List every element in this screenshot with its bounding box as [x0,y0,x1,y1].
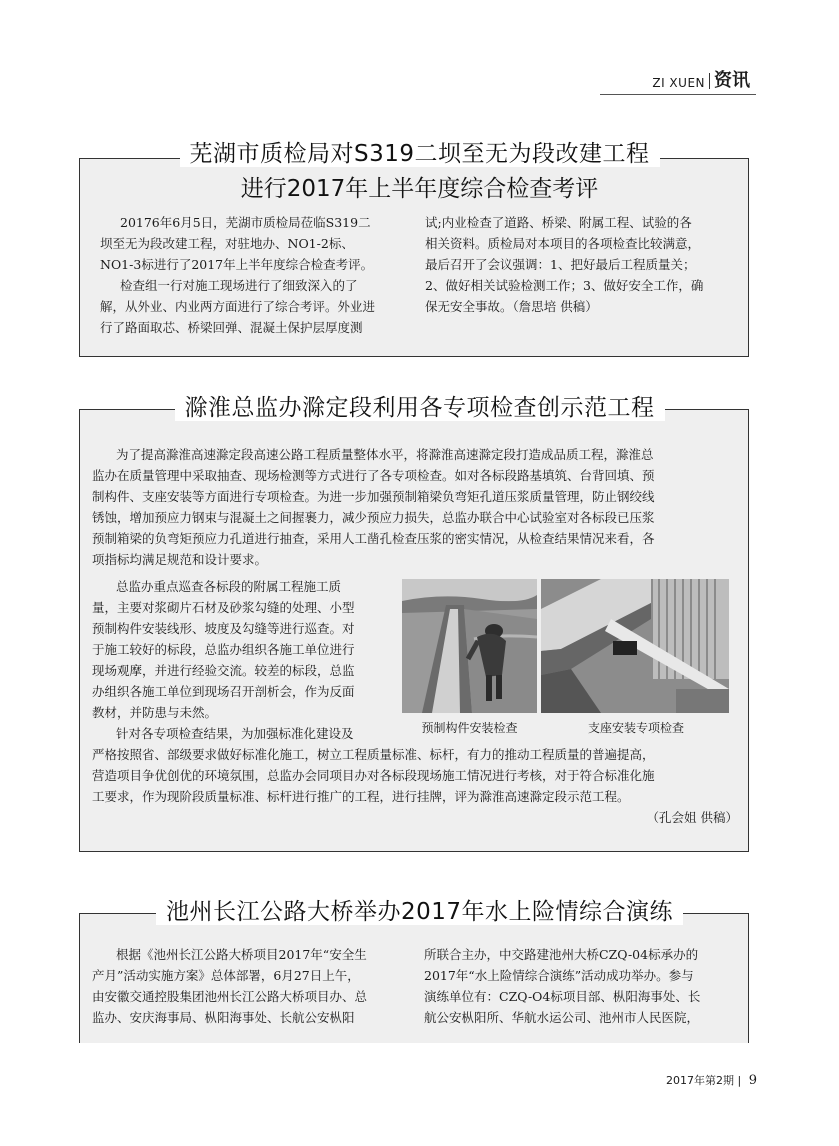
article-2-line: 总监办重点巡查各标段的附属工程施工质 [116,579,342,594]
article-2-line: 于施工较好的标段，总监办组织各施工单位进行 [92,642,355,657]
bearing-photo-caption: 支座安装专项检查 [587,721,684,735]
article-2-bottom-text [92,744,738,828]
article-3-line: 所联合主办，中交路建池州大桥CZQ-04标承办的 [424,947,699,962]
article-1-line: 最后召开了会议强调：1、把好最后工程质量关； [425,257,696,272]
article-1-title-line2: 进行2017年上半年度综合检查考评 [240,176,599,202]
article-1-line: 20176年6月5日，芜湖市质检局莅临S319二 [120,215,371,230]
precast-inspection-photo [402,579,537,713]
article-2-line: 营造项目争优创优的环境氛围，总监办会同项目办对各标段现场施工情况进行考核，对于符合标准化施 [92,768,655,783]
article-2-line: 办组织各施工单位到现场召开剖析会，作为反面 [92,684,355,699]
article-3-line: 根据《池州长江公路大桥项目2017年“安全生 [116,947,367,962]
article-1-line: 2、做好相关试验检测工作；3、做好安全工作，确 [425,278,704,293]
article-2-line: 预制构件安装线形、坡度及勾缝等进行巡查。对 [92,621,355,636]
article-1-line: 相关资料。质检局对本项目的各项检查比较满意， [425,236,701,251]
article-3-line: 2017年“水上险情综合演练”活动成功举办。参与 [424,968,694,983]
article-1-title-line1: 芜湖市质检局对S319二坝至无为段改建工程 [0,139,839,169]
article-2-title: 滁淮总监办滁定段利用各专项检查创示范工程 [0,393,839,423]
article-3-title: 池州长江公路大桥举办2017年水上险情综合演练 [0,896,839,928]
article-2-line: 工要求，作为现阶段质量标准、标杆进行推广的工程，进行挂牌，评为滁淮高速滁定段示范工程。 [92,789,630,804]
article-2-line: 制构件、支座安装等方面进行专项检查。为进一步加强预制箱梁负弯矩孔道压浆质量管理，防止钢绞线 [92,489,655,504]
article-2-left-text [92,576,388,744]
footer-divider: | [737,1074,742,1087]
article-3-right-column [424,944,736,1028]
article-2-line: 现场观摩，并进行经验交流。较差的标段，总监 [92,663,355,678]
header-divider [709,73,710,89]
article-2-line: 量，主要对浆砌片石材及砂浆勾缝的处理、小型 [92,600,355,615]
precast-photo-caption: 预制构件安装检查 [421,721,518,735]
article-2-line: 监办在质量管理中采取抽查、现场检测等方式进行了各专项检查。如对各标段路基填筑、台背回填、预 [92,468,655,483]
article-2-line: 预制箱梁的负弯矩预应力孔道进行抽查，采用人工凿孔检查压浆的密实情况，从检查结果情况来看，各 [92,531,655,546]
header-tick [750,94,756,95]
section-header [600,64,750,95]
article-3-line: 监办、安庆海事局、枞阳海事处、长航公安枞阳 [92,1010,355,1025]
article-1-line: 坝至无为段改建工程，对驻地办、NO1-2标、 [100,236,354,251]
article-2-top-text [92,444,738,570]
article-2-line: 教材，并防患与未然。 [92,705,218,720]
article-2-line: 锈蚀，增加预应力钢束与混凝土之间握裹力，减少预应力损失，总监办联合中心试验室对各标段已压浆 [92,510,655,525]
article-2-author: （孔会姐 供稿） [646,810,738,825]
article-2-line: 针对各专项检查结果，为加强标准化建设及 [116,726,354,741]
article-1-left-column [100,212,406,338]
article-1-line: 检查组一行对施工现场进行了细致深入的了 [120,278,358,293]
section-chinese-label: 资讯 [714,70,750,91]
article-3-line: 产月”活动实施方案》总体部署，6月27日上午， [92,968,360,983]
article-3-line: 航公安枞阳所、华航水运公司、池州市人民医院， [424,1010,700,1025]
page-footer [666,1072,757,1088]
bearing-inspection-photo [541,579,729,713]
article-1-line: 解，从外业、内业两方面进行了综合考评。外业进 [100,299,376,314]
article-1-line: 试;内业检查了道路、桥梁、附属工程、试验的各 [425,215,692,230]
article-2-line: 项指标均满足规范和设计要求。 [92,552,268,567]
issue-label: 2017年第2期 [666,1074,734,1087]
section-english-label: ZI XUEN [652,76,705,90]
article-1-right-column [425,212,735,317]
article-1-line: NO1-3标进行了2017年上半年度综合检查考评。 [100,257,374,272]
article-2-line: 严格按照省、部级要求做好标准化施工，树立工程质量标准、标杆，有力的推动工程质量的普遍提高， [92,747,655,762]
article-1-line: 保无安全事故。（詹思培 供稿） [425,299,598,314]
article-1-line: 行了路面取芯、桥梁回弹、混凝土保护层厚度测 [100,320,363,335]
page-number: 9 [748,1073,757,1088]
article-3-left-column [92,944,404,1028]
article-3-line: 演练单位有：CZQ-O4标项目部、枞阳海事处、长 [424,989,701,1004]
article-2-line: 为了提高滁淮高速滁定段高速公路工程质量整体水平，将滁淮高速滁定段打造成品质工程，滁淮总 [116,447,654,462]
article-3-line: 由安徽交通控股集团池州长江公路大桥项目办、总 [92,989,368,1004]
